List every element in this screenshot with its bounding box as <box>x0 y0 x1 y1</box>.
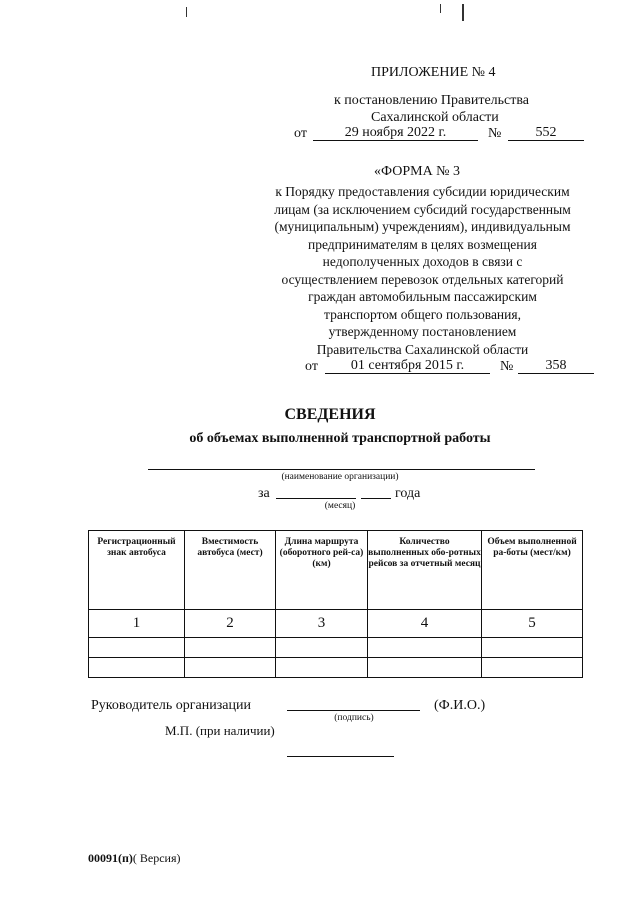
period-suffix: года <box>395 486 421 501</box>
form-date-field <box>325 359 490 374</box>
table-cell[interactable] <box>482 658 583 678</box>
form-number-field <box>518 359 594 374</box>
signature-line[interactable] <box>287 710 420 711</box>
form-title: «ФОРМА № 3 <box>374 164 461 179</box>
appendix-line-1: к постановлению Правительства <box>334 93 530 108</box>
document-heading: СВЕДЕНИЯ <box>284 406 376 423</box>
footer-code-line <box>88 851 181 865</box>
table-header-cell: Вместимость автобуса (мест) <box>185 531 276 610</box>
form-header-line: предпринимателям в целях возмещения <box>308 236 537 252</box>
form-date: 01 сентября 2015 г. <box>350 358 465 373</box>
stamp-line <box>287 756 394 757</box>
table-cell[interactable] <box>482 638 583 658</box>
form-header-line: утвержденному постановлением <box>328 324 517 339</box>
table-cell[interactable] <box>185 658 276 678</box>
appendix-date-field <box>313 126 478 141</box>
org-name-line <box>148 469 535 470</box>
form-header-line: транспортом общего пользования, <box>324 306 521 322</box>
year-field <box>361 498 391 499</box>
form-header-line: осуществлением перевозок отдельных категорий <box>281 271 564 287</box>
document-version: ( Версия) <box>132 851 181 865</box>
form-num-label: № <box>500 359 514 374</box>
appendix-date: 29 ноября 2022 г. <box>344 125 447 140</box>
document-code: 00091(п) <box>88 851 133 865</box>
form-number: 358 <box>545 358 567 373</box>
scan-mark <box>462 4 464 21</box>
form-header-line: (муниципальным) учреждениям), индивидуальным <box>274 219 571 234</box>
stamp-label: М.П. (при наличии) <box>165 723 275 738</box>
table-cell[interactable] <box>276 638 368 658</box>
table-cell[interactable] <box>368 638 482 658</box>
table-cell[interactable] <box>185 638 276 658</box>
table-header-cell: Регистрационный знак автобуса <box>89 531 185 610</box>
form-from-label: от <box>305 359 318 374</box>
table-header-cell: Количество выполненных обо-ротных рейсов за отчетный месяц <box>368 531 482 610</box>
appendix-title: ПРИЛОЖЕНИЕ № 4 <box>371 65 496 80</box>
month-field <box>276 498 356 499</box>
appendix-number-field <box>508 126 584 141</box>
appendix-line-2: Сахалинской области <box>371 110 499 125</box>
appendix-number: 552 <box>535 125 557 140</box>
signature-label: Руководитель организации <box>91 698 251 713</box>
form-header-line: к Порядку предоставления субсидии юридическим <box>275 184 570 199</box>
table-row <box>89 658 583 678</box>
document-subheading: об объемах выполненной транспортной работы <box>189 431 491 446</box>
signature-caption: (подпись) <box>334 713 374 723</box>
table-header-cell: Длина маршрута (оборотного рей-са) (км) <box>276 531 368 610</box>
form-header-line: недополученных доходов в связи с <box>322 254 523 269</box>
table-number-cell: 4 <box>368 610 482 638</box>
table-number-cell: 1 <box>89 610 185 638</box>
form-header-line: граждан автомобильным пассажирским <box>308 289 537 304</box>
form-header-line: Правительства Сахалинской области <box>316 341 529 357</box>
transport-work-table <box>88 530 583 678</box>
form-header-line: лицам (за исключением субсидий государственным <box>274 201 571 217</box>
org-name-caption: (наименование организации) <box>281 472 399 482</box>
appendix-num-label: № <box>488 126 502 141</box>
fio-label: (Ф.И.О.) <box>434 698 486 713</box>
table-header-row <box>89 531 583 610</box>
table-cell[interactable] <box>276 658 368 678</box>
period-prefix: за <box>258 486 270 501</box>
scan-mark <box>440 4 441 13</box>
form-header-lines <box>250 183 595 358</box>
table-number-cell: 3 <box>276 610 368 638</box>
table-cell[interactable] <box>368 658 482 678</box>
table-row <box>89 638 583 658</box>
table-number-cell: 5 <box>482 610 583 638</box>
table-number-cell: 2 <box>185 610 276 638</box>
appendix-from-label: от <box>294 126 307 141</box>
month-caption: (месяц) <box>324 501 356 511</box>
table-cell[interactable] <box>89 638 185 658</box>
table-header-cell: Объем выполненной ра-боты (мест/км) <box>482 531 583 610</box>
scan-mark <box>186 7 187 17</box>
table-number-row <box>89 610 583 638</box>
table-cell[interactable] <box>89 658 185 678</box>
